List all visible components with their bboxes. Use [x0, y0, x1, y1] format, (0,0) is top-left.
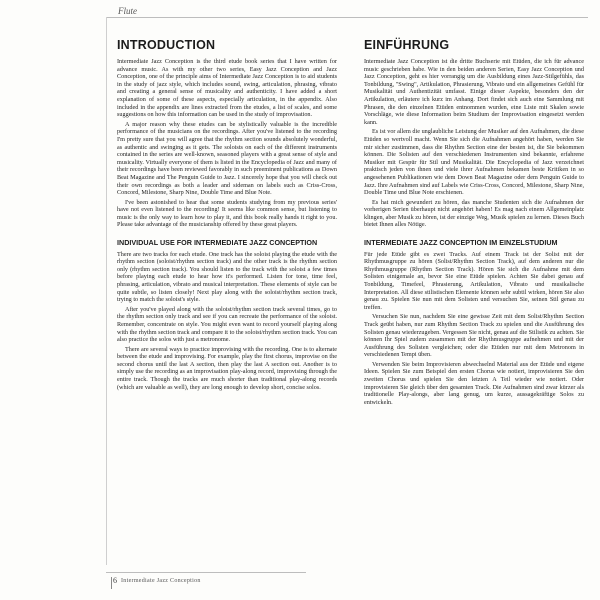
- german-intro-paragraph: Intermediate Jazz Conception ist die dritte Buchserie mit Etüden, die ich für advance music geschrieben habe. Wie in den beiden anderen Serien, Easy Jazz Conception und Jazz Conception, geht es hier vorrangig um die Ausbildung eines Jazz-Stilgefühls, das Tonbildung, "Swing", Artikulation, Phrasierung, Vibrato und ein allgemeines Gefühl für Musikalität und Authentizität umfasst. Einige dieser Aspekte, besonders den der Artikulation, erläutere ich kurz im Anhang. Dort findet sich auch eine Sammlung mit Phrasen, die den einzelnen Etüden entnommen wurden, eine Liste mit Skalen sowie Vorschläge, wie diese Information beim Studium der Improvisation eingesetzt werden kann.: [364, 58, 584, 126]
- german-heading: EINFÜHRUNG: [364, 38, 450, 52]
- german-intro-paragraph: Es ist vor allem die unglaubliche Leistung der Musiker auf den Aufnahmen, die diese Etüden so wertvoll macht. Wenn Sie sich die Aufnahmen angehört haben, werden Sie mir sicher zustimmen, dass die Rhythm Section eine der besten ist, die Sie bekommen können. Die Solisten auf den verschiedenen Instrumenten sind bekannte, erfahrene Musiker mit Gespür für Stil und Musikalität. Die Encyclopedia of Jazz verzeichnet praktisch jeden von ihnen und viele ihrer Aufnahmen bekamen beste Kritiken in so angesehenen Publikationen wie dem Down Beat Magazine oder dem Penguin Guide to Jazz. Ihre Aufnahmen sind auf Labels wie Criss-Cross, Concord, Milestone, Sharp Nine, Double Time und Blue Note erschienen.: [364, 128, 584, 197]
- german-column: [364, 38, 584, 408]
- english-usage-paragraph: There are two tracks for each etude. One track has the soloist playing the etude with the rhythm section (soloist/rhythm section track) and the other track is the rhythm section only (rhythm section track). You should listen to the track with the soloist a few times before playing each etude to hear how it's performed. Listen for tone, time feel, phrasing, articulation, vibrato and musical interpretation. These elements of style can be quite subtle, so listen closely! Next play along with the soloist/rhythm section track, trying to match the soloist's style.: [117, 250, 337, 304]
- english-column: [117, 38, 337, 393]
- english-intro-paragraph: I've been astonished to hear that some students studying from my previous series' have not even listened to the recording! It seems like common sense, but listening to music is the only way to learn how to play it, and this book really hands it right to you. Please take advantage of the musicianship offered by these great players.: [117, 198, 337, 229]
- english-subheading: INDIVIDUAL USE FOR INTERMEDIATE JAZZ CONCEPTION: [117, 238, 318, 248]
- page-number: 6: [113, 576, 117, 585]
- english-usage-paragraph: There are several ways to practice improvising with the recording. One is to alternate between the etude and improvising. For example, play the first chorus, improvise on the second chorus until the last A section, then play the last A section out. Another is to simply use the recording as an improvisation play-along record, improvising through the entire track. Though the tracks are much shorter than traditional play-along records (which are valuable as well), they are long enough to develop short, concise solos.: [117, 345, 337, 391]
- footer-rule: [106, 572, 306, 573]
- margin-rule: [106, 17, 107, 565]
- english-usage-paragraph: After you've played along with the soloist/rhythm section track several times, go to the rhythm section only track and see if you can recreate the performance of the soloist. Remember, concentrate on style. You might even want to record yourself playing along with the rhythm section track and compare it to the soloist/rhythm section track. You can also practice the solos with just a metronome.: [117, 305, 337, 344]
- german-usage-paragraph: Für jede Etüde gibt es zwei Tracks. Auf einem Track ist der Solist mit der Rhythmusgruppe zu hören (Solist/Rhythm Section Track), auf dem anderen nur die Rhythmusgruppe (Rhythm Section Track). Hören Sie sich die Aufnahme mit dem Solisten einigemale an, bevor Sie eine Etüde spielen. Achten Sie dabei genau auf Tonbildung, Timefeel, Phrasierung, Artikulation, Vibrato und musikalische Interpretation. All diese stilistischen Elemente können sehr subtil wirken, hören Sie also genau zu. Spielen Sie nun mit dem Solisten und versuchen Sie, seinen Stil genau zu treffen.: [364, 250, 584, 311]
- header-rule: [106, 17, 588, 18]
- german-usage-paragraph: Versuchen Sie nun, nachdem Sie eine gewisse Zeit mit dem Solist/Rhythm Section Track geübt haben, nur zum Rhythm Section Track zu spielen und die Ausführung des Solisten genau wiederzugeben. Vergessen Sie nicht, genau auf die Stilistik zu achten. Sie können Ihr Spiel zudem zusammen mit der Rhythmusgruppe aufnehmen und mit der Ausführung des Solisten vergleichen; oder die Etüden nur mit dem Metronom in verschiedenen Tempi üben.: [364, 313, 584, 359]
- german-intro-paragraph: Es hat mich gewundert zu hören, das manche Studenten sich die Aufnahmen der vorherigen Serien überhaupt nicht angehört haben! Es mag nach einem Allgemeinplatz klingen, aber Musik zu hören, ist der einzige Weg, Musik spielen zu lernen. Dieses Buch bietet Ihnen alles Nötige.: [364, 198, 584, 229]
- series-title: Intermediate Jazz Conception: [121, 578, 201, 584]
- german-subheading: INTERMEDIATE JAZZ CONCEPTION IM EINZELSTUDIUM: [364, 238, 558, 248]
- instrument-title: Flute: [118, 6, 137, 16]
- german-usage-paragraph: Verwenden Sie beim Improvisieren abwechselnd Material aus der Etüde und eigene Ideen. Spielen Sie zum Beispiel den ersten Chorus wie notiert, improvisieren Sie den zweiten Chorus und spielen Sie den letzten A Teil wieder wie notiert. Oder improvisieren Sie gleich über den gesamten Track. Die Aufnahmen sind zwar kürzer als traditionelle Play-alongs, aber lang genug, um kurze, aussagekräftige Solos zu entwickeln.: [364, 360, 584, 406]
- english-intro-paragraph: Intermediate Jazz Conception is the third etude book series that I have written for advance music. As with my other two series, Easy Jazz Conception and Jazz Conception, one of the principle aims of Intermediate Jazz Conception is to aid students in the study of jazz style, which includes sound, swing, articulation, phrasing, vibrato and creating a general sense of musicality and authenticity. I have added a short explanation of some of these aspects, especially articulation, in the appendix. Also included in the appendix are lines extracted from the etudes, a list of scales, and some suggestions on how this information can be used in the study of improvisation.: [117, 58, 337, 119]
- english-heading: INTRODUCTION: [117, 38, 216, 52]
- english-intro-paragraph: A major reason why these etudes can be stylistically valuable is the incredible performance of the musicians on the recordings. After you've listened to the recording I'm pretty sure that you will agree that the rhythm section sounds absolutely wonderful, as authentic and swinging as it gets. The soloists on each of the different instruments contained in the series are well-known, seasoned players with a great sense of style and musicality. Virtually everyone of them is listed in the Encyclopedia of Jazz and many of their recordings have been reviewed favorably in such preeminent publications as Down Beat Magazine and The Penguin Guide to Jazz. I sincerely hope that you will check out their own recordings as both a leader and sideman on labels such as Criss-Cross, Concord, Milestone, Sharp Nine, Double Time and Blue Note.: [117, 120, 337, 197]
- footer-mark: [111, 577, 112, 589]
